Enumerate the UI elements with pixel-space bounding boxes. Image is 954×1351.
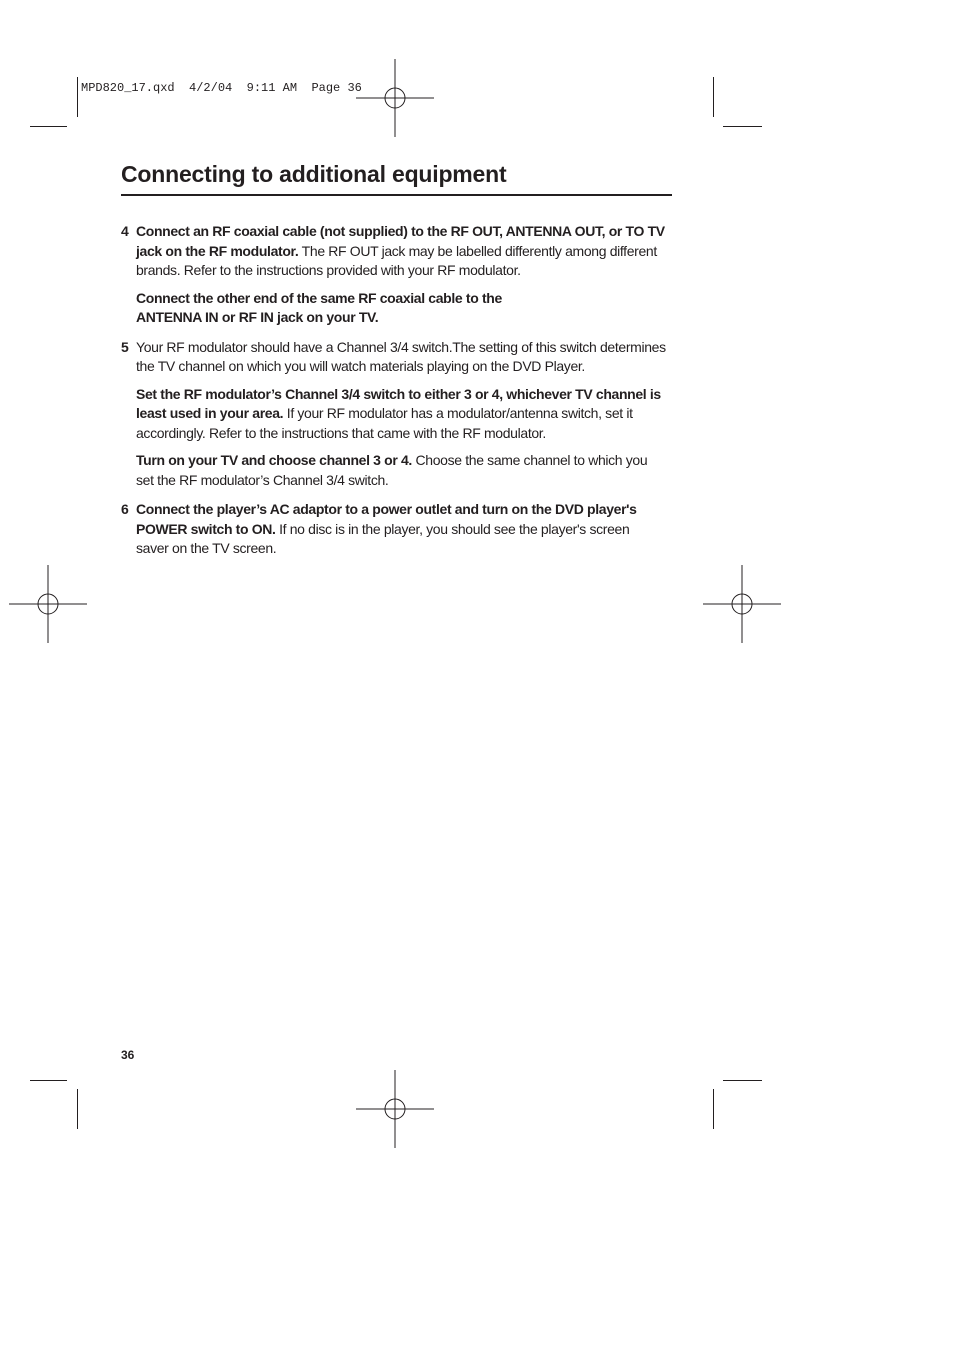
step-number: 4 <box>121 223 129 239</box>
step-paragraph <box>136 451 666 490</box>
crop-mark <box>30 126 67 127</box>
body-text: If your RF modulator has a modulator/antenna switch, set it accordingly. Refer to the instructions that came with the RF modulator. <box>136 405 633 441</box>
step-6 <box>121 500 681 559</box>
page-title: Connecting to additional equipment <box>121 161 507 187</box>
step-paragraph <box>136 500 646 559</box>
step-number: 6 <box>121 501 129 517</box>
step-paragraph <box>136 385 676 444</box>
registration-mark-icon <box>9 565 87 643</box>
step-number: 5 <box>121 338 129 355</box>
step-4 <box>121 222 681 328</box>
registration-mark-icon <box>356 1070 434 1148</box>
bold-instruction: Set the RF modulator’s Channel 3/4 switch to either 3 or 4, whichever TV channel is least used in your area. <box>136 385 661 421</box>
crop-mark <box>77 1089 78 1129</box>
bold-instruction: Turn on your TV and choose channel 3 or 4. <box>136 452 412 468</box>
body-text: If no disc is in the player, you should see the player's screen saver on the TV screen. <box>136 520 630 556</box>
crop-mark <box>723 126 762 127</box>
bold-instruction: Connect the other end of the same RF coaxial cable to the ANTENNA IN or RF IN jack on your TV. <box>136 289 502 325</box>
step-paragraph <box>136 222 681 281</box>
crop-mark <box>723 1080 762 1081</box>
body-text: Choose the same channel to which you set the RF modulator’s Channel 3/4 switch. <box>136 452 648 488</box>
step-paragraph <box>136 338 681 377</box>
registration-mark-icon <box>356 59 434 137</box>
body-text: Your RF modulator should have a Channel 3/4 switch.The setting of this switch determines the TV channel on which you will watch materials playing on the DVD Player. <box>136 338 666 374</box>
crop-mark <box>713 77 714 117</box>
bold-instruction: Connect the player’s AC adaptor to a power outlet and turn on the DVD player's POWER switch to ON. <box>136 501 637 537</box>
step-paragraph <box>136 289 516 328</box>
title-rule <box>121 194 672 196</box>
step-5 <box>121 338 681 491</box>
crop-mark <box>77 77 78 117</box>
file-slug: MPD820_17.qxd 4/2/04 9:11 AM Page 36 <box>81 81 362 95</box>
page-number: 36 <box>121 1048 135 1062</box>
bold-instruction: Connect an RF coaxial cable (not supplied) to the RF OUT, ANTENNA OUT, or TO TV jack on the RF modulator. <box>136 223 665 259</box>
registration-mark-icon <box>703 565 781 643</box>
instructions <box>121 222 681 567</box>
crop-mark <box>713 1089 714 1129</box>
body-text: The RF OUT jack may be labelled differently among different brands. Refer to the instructions provided with your RF modulator. <box>136 242 657 278</box>
crop-mark <box>30 1080 67 1081</box>
